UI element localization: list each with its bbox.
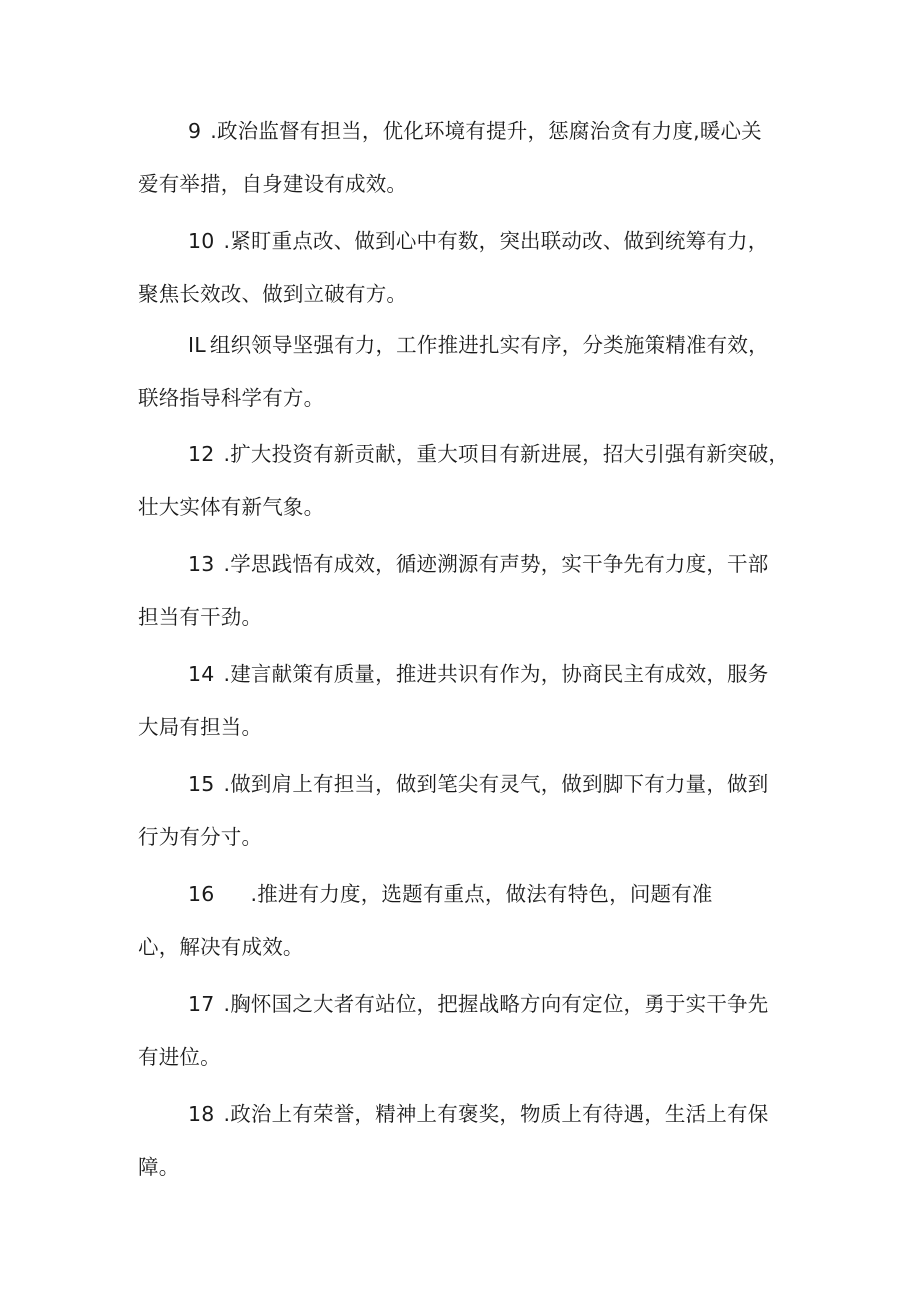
list-item-10: [138, 226, 798, 309]
item-line-1: [138, 439, 798, 469]
item-number: 13: [188, 552, 215, 576]
item-line-2: 障。: [138, 1155, 180, 1179]
item-line-1: [138, 549, 798, 579]
item-number: 18: [188, 1102, 215, 1126]
item-line-2: 壮大实体有新气象。: [138, 495, 325, 519]
list-item-12: [138, 439, 798, 522]
item-line-2: 心，解决有成效。: [138, 935, 304, 959]
item-text: .政治上有荣誉，精神上有褒奖，物质上有待遇，生活上有保: [223, 1102, 769, 1126]
list-item-18: [138, 1099, 798, 1182]
item-line-1: [138, 879, 798, 909]
item-text: .扩大投资有新贡献，重大项目有新进展，招大引强有新突破，: [223, 442, 790, 466]
item-text: .学思践悟有成效，循迹溯源有声势，实干争先有力度，干部: [223, 552, 769, 576]
item-number: 12: [188, 442, 215, 466]
list-item-9: [138, 116, 798, 199]
item-line-2: 聚焦长效改、做到立破有方。: [138, 282, 408, 306]
list-item-15: [138, 769, 798, 852]
item-line-2: 大局有担当。: [138, 715, 263, 739]
list-item-16: [138, 879, 798, 962]
item-line-2: 行为有分寸。: [138, 825, 263, 849]
item-text: 组织领导坚强有力，工作推进扎实有序，分类施策精准有效，: [209, 333, 769, 357]
item-line-2: 有进位。: [138, 1045, 221, 1069]
item-text: .政治监督有担当，优化环境有提升，惩腐治贪有力度,暖心关: [210, 119, 762, 143]
item-number: 15: [188, 772, 215, 796]
item-text: .做到肩上有担当，做到笔尖有灵气，做到脚下有力量，做到: [223, 772, 769, 796]
item-line-1: [138, 659, 798, 689]
item-number: 16: [188, 882, 215, 906]
item-number: 10: [188, 229, 215, 253]
item-text: .胸怀国之大者有站位，把握战略方向有定位，勇于实干争先: [223, 992, 769, 1016]
item-number: 9: [188, 119, 202, 143]
item-line-1: [138, 226, 798, 256]
item-text: .建言献策有质量，推进共识有作为，协商民主有成效，服务: [223, 662, 769, 686]
list-item-13: [138, 549, 798, 632]
item-line-1: [138, 769, 798, 799]
item-line-1: [138, 1099, 798, 1129]
item-line-1: [138, 116, 798, 146]
item-line-1: [138, 330, 798, 360]
item-number: IL: [188, 333, 206, 357]
item-number: 17: [188, 992, 215, 1016]
item-text: .紧盯重点改、做到心中有数，突出联动改、做到统筹有力，: [223, 229, 769, 253]
list-item-17: [138, 989, 798, 1072]
item-line-2: 担当有干劲。: [138, 605, 263, 629]
item-line-2: 爱有举措，自身建设有成效。: [138, 172, 408, 196]
item-line-2: 联络指导科学有方。: [138, 386, 325, 410]
item-number: 14: [188, 662, 215, 686]
item-line-1: [138, 989, 798, 1019]
item-text: .推进有力度，选题有重点，做法有特色，问题有准: [250, 882, 713, 906]
list-item-11: [138, 330, 798, 413]
list-item-14: [138, 659, 798, 742]
